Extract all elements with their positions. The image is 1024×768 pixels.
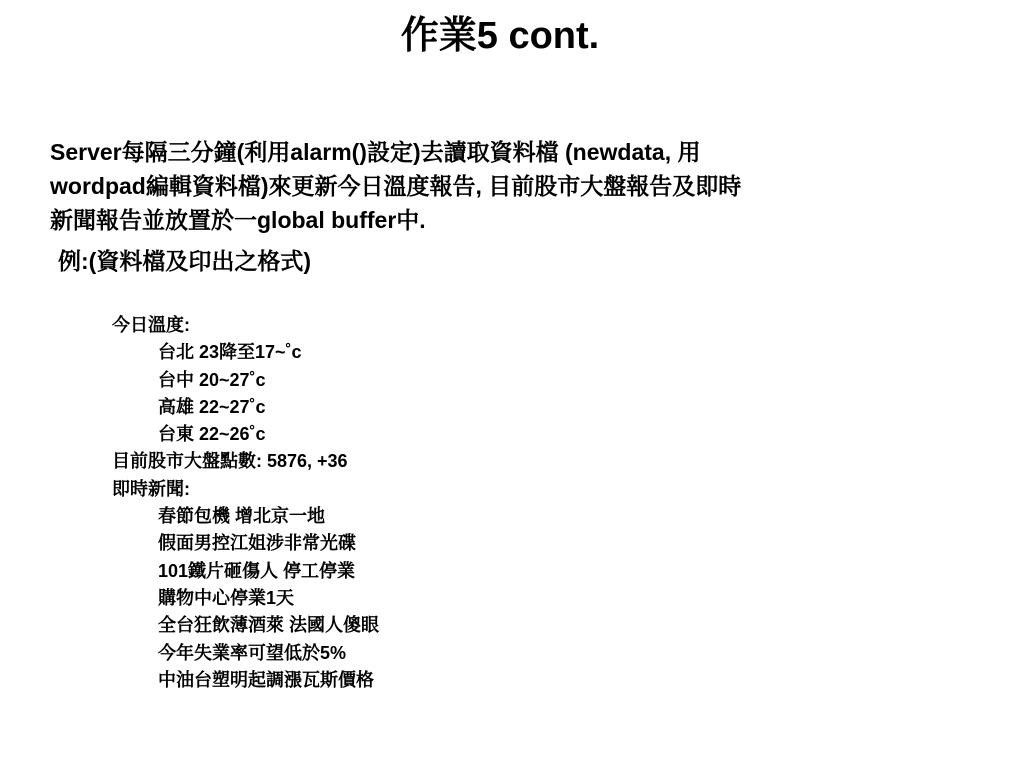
news-item: 假面男控江姐涉非常光碟 [158, 533, 356, 554]
temperature-item: 台北 23降至17~˚c [158, 342, 302, 363]
description-line: wordpad編輯資料檔)來更新今日溫度報告, 目前股市大盤報告及即時 [50, 173, 742, 199]
description-line: Server每隔三分鐘(利用alarm()設定)去讀取資料檔 (newdata, 用 [50, 139, 701, 165]
temperature-item: 台東 22~26˚c [158, 424, 266, 445]
stock-index-line: 目前股市大盤點數: 5876, +36 [112, 451, 348, 472]
temperature-item: 高雄 22~27˚c [158, 396, 266, 417]
news-item: 中油台塑明起調漲瓦斯價格 [158, 669, 374, 690]
news-heading: 即時新聞: [112, 478, 190, 499]
assignment-description [50, 135, 910, 237]
news-item: 春節包機 增北京一地 [158, 506, 326, 527]
news-item: 101鐵片砸傷人 停工停業 [158, 560, 356, 581]
temperature-heading: 今日溫度: [112, 315, 190, 335]
description-line: 新聞報告並放置於一global buffer中. [50, 207, 426, 233]
news-item: 今年失業率可望低於5% [158, 642, 347, 663]
example-format-block [112, 312, 379, 694]
slide-title: 作業5 cont. [400, 15, 600, 57]
temperature-item: 台中 20~27˚c [158, 369, 266, 390]
news-item: 購物中心停業1天 [158, 587, 295, 608]
example-label: 例:(資料檔及印出之格式) [58, 248, 311, 274]
news-item: 全台狂飲薄酒萊 法國人傻眼 [158, 615, 379, 636]
